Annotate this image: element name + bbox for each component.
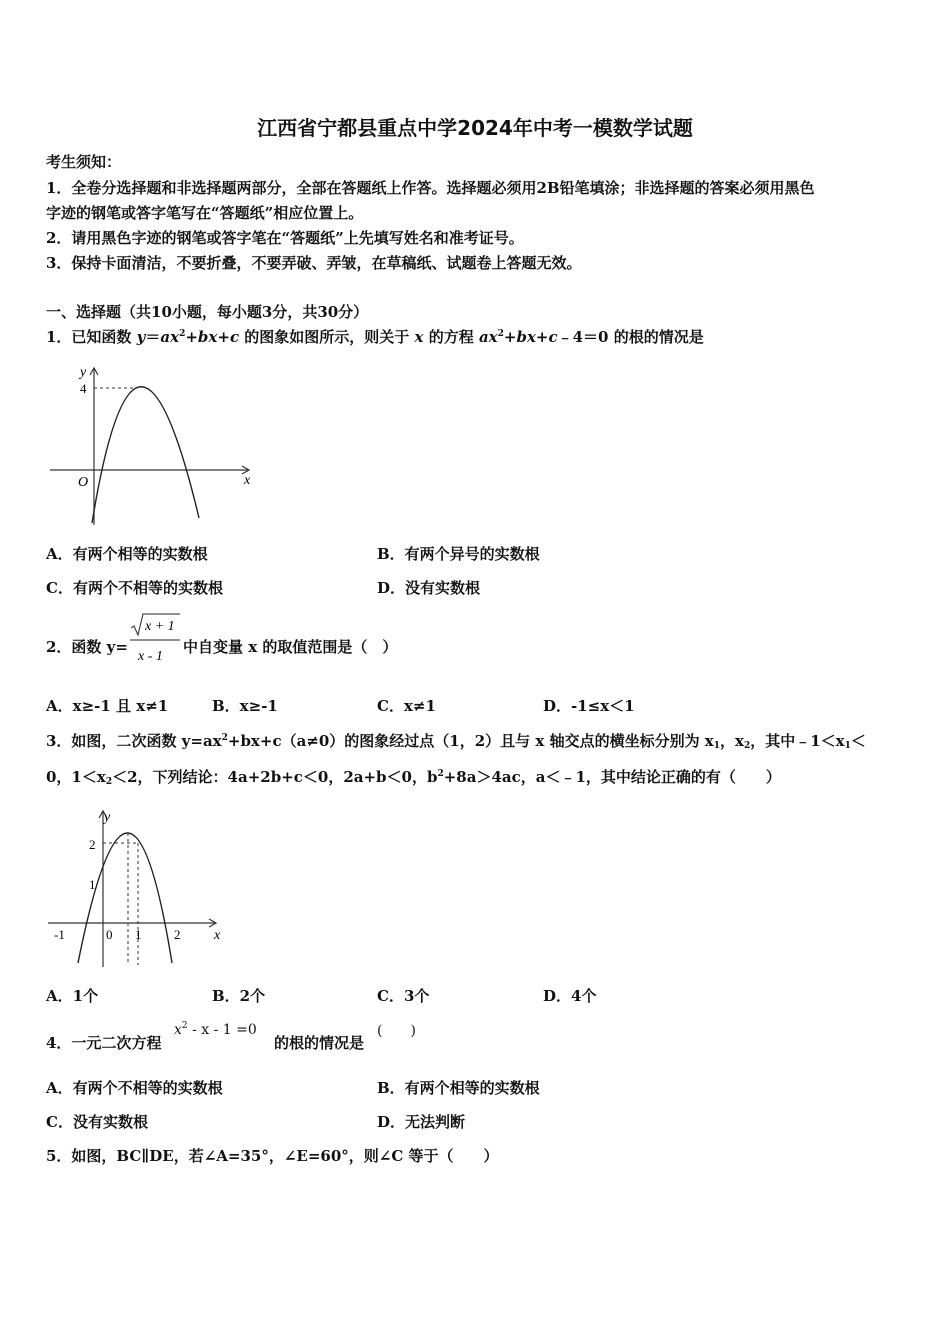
question-4-suffix: 的根的情况是 [274, 1034, 365, 1052]
tick-label: 1 [135, 927, 142, 942]
notice-item: 2．请用黑色字迹的钢笔或答字笔在“答题纸”上先填写姓名和准考证号。 [46, 229, 524, 247]
fraction-denominator: x - 1 [138, 649, 163, 664]
fraction-numerator: x + 1 [145, 619, 175, 634]
option-b[interactable]: B．x≥-1 [212, 697, 278, 715]
question-1-stem: 1．已知函数 $y=ax^2+bx+c$ 的图象如图所示，则关于 x 的方程 $ax^2+bx+c﹣4=0$ 的根的情况是 [46, 328, 704, 346]
option-c[interactable]: C．x≠1 [377, 697, 436, 715]
y-axis-label: y [104, 810, 111, 825]
question-2-prefix: 2．函数 y= [46, 638, 128, 656]
parabola-graph-q1 [44, 360, 264, 530]
tick-label: -1 [54, 927, 65, 942]
option-c[interactable]: C．没有实数根 [46, 1113, 148, 1131]
tick-label: 1 [89, 877, 96, 892]
option-b[interactable]: B．有两个相等的实数根 [377, 1079, 540, 1097]
parabola-graph-q3 [44, 805, 234, 970]
notice-heading: 考生须知： [46, 153, 122, 171]
page-title: 江西省宁都县重点中学2024年中考一模数学试题 [257, 116, 693, 140]
question-5-stem: 5．如图，BC∥DE，若∠A=35°，∠E=60°，则∠C 等于（ ） [46, 1147, 499, 1165]
tick-label: 2 [174, 927, 181, 942]
section-heading: 一、选择题（共10小题，每小题3分，共30分） [46, 303, 369, 321]
option-c[interactable]: C．有两个不相等的实数根 [46, 579, 223, 597]
tick-label: 2 [89, 837, 96, 852]
notice-item: 1．全卷分选择题和非选择题两部分，全部在答题纸上作答。选择题必须用2B铅笔填涂；非选择题的答案必须用黑色 [46, 179, 815, 197]
option-d[interactable]: D．无法判断 [377, 1113, 466, 1131]
fraction-expression [128, 612, 182, 666]
question-4-prefix: 4．一元二次方程 [46, 1034, 162, 1052]
question-3-stem: 3．如图，二次函数 $y=ax^2+bx+c(a\ne 0)$的图象经过点（1，2）且与 x 轴交点的横坐标分别为 $x_1$，$x_2$，其中$﹣1<x_1<$ [46, 732, 866, 751]
option-d[interactable]: D．-1≤x＜1 [543, 697, 635, 715]
question-2-suffix: 中自变量 x 的取值范围是（ ） [183, 638, 398, 656]
option-d[interactable]: D．没有实数根 [377, 579, 481, 597]
option-d[interactable]: D．4个 [543, 987, 597, 1005]
option-a[interactable]: A．有两个相等的实数根 [46, 545, 208, 563]
option-a[interactable]: A．x≥-1 且 x≠1 [46, 697, 169, 715]
y-axis-label: y [80, 365, 87, 380]
notice-item: 字迹的钢笔或答字笔写在“答题纸”相应位置上。 [46, 204, 364, 222]
equation-expression: $x^2 - x - 1 =0$ [174, 1021, 257, 1038]
origin-label: O [78, 475, 89, 490]
x-axis-label: x [214, 928, 221, 943]
option-c[interactable]: C．3个 [377, 987, 430, 1005]
tick-label: 0 [106, 927, 113, 942]
notice-item: 3．保持卡面清洁，不要折叠，不要弄破、弄皱，在草稿纸、试题卷上答题无效。 [46, 254, 582, 272]
option-a[interactable]: A．1个 [46, 987, 99, 1005]
tick-label: 4 [80, 381, 87, 396]
option-b[interactable]: B．有两个异号的实数根 [377, 545, 540, 563]
answer-parenthesis: ( ) [377, 1023, 416, 1039]
option-b[interactable]: B．2个 [212, 987, 266, 1005]
x-axis-label: x [244, 473, 251, 488]
option-a[interactable]: A．有两个不相等的实数根 [46, 1079, 223, 1097]
question-3-stem-line2: 0，$1<x_2<2$，下列结论：4a+2b+c＜0，2a+b＜0，$b^2+8a>4ac$，a＜﹣1，其中结论正确的有（ ） [46, 768, 781, 787]
